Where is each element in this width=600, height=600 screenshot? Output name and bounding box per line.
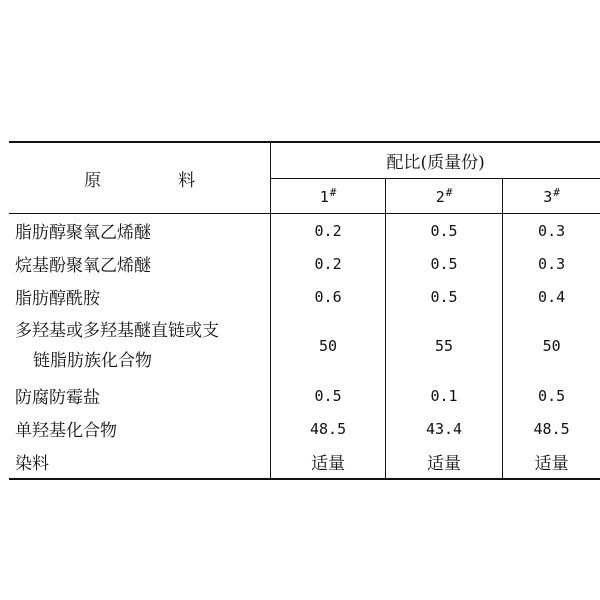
table-header-row [9,142,600,179]
ratio-value: 48.5 [503,412,600,445]
ratio-value: 55 [385,313,502,379]
ratio-value: 0.1 [385,379,502,412]
material-name: 烷基酚聚氧乙烯醚 [15,256,151,276]
ratio-value: 0.2 [271,247,386,280]
table-row [9,280,600,313]
material-name-line: 链脂肪族化合物 [33,351,152,371]
ratio-value: 0.5 [271,379,386,412]
ratio-value: 0.3 [503,214,600,248]
sample-mark: # [329,186,337,199]
ratio-value: 适量 [503,445,600,479]
ratio-value: 0.2 [271,214,386,248]
ratio-value: 50 [503,313,600,379]
table-row [9,313,600,379]
ratio-value: 0.5 [385,247,502,280]
table-row [9,412,600,445]
material-name [9,313,271,379]
ratio-value: 0.4 [503,280,600,313]
ratio-value: 适量 [385,445,502,479]
ratio-value: 50 [271,313,386,379]
sample-number: 3 [543,188,553,206]
sample-mark: # [445,186,453,199]
material-name: 染料 [15,454,49,474]
ratio-value: 0.3 [503,247,600,280]
table-row [9,379,600,412]
sample-header-2 [385,179,502,214]
material-name-line: 多羟基或多羟基醚直链或支 [15,321,219,341]
ratio-column-header: 配比(质量份) [271,142,600,179]
ratio-value: 适量 [271,445,386,479]
sample-mark: # [553,186,560,199]
formulation-table [9,141,600,480]
ratio-value: 0.5 [385,214,502,248]
sample-header-1 [271,179,386,214]
material-name: 防腐防霉盐 [15,388,100,408]
material-name: 脂肪醇聚氧乙烯醚 [15,223,151,243]
table-row [9,445,600,479]
sample-number: 2 [435,188,445,206]
ratio-value: 48.5 [271,412,386,445]
sample-number: 1 [319,188,329,206]
material-column-header: 原 料 [9,142,271,214]
sample-header-3 [503,179,600,214]
ratio-value: 0.5 [503,379,600,412]
ratio-value: 0.6 [271,280,386,313]
material-name: 单羟基化合物 [15,421,117,441]
ratio-value: 0.5 [385,280,502,313]
table-row [9,214,600,248]
material-name: 脂肪醇酰胺 [15,289,100,309]
ratio-value: 43.4 [385,412,502,445]
table-row [9,247,600,280]
